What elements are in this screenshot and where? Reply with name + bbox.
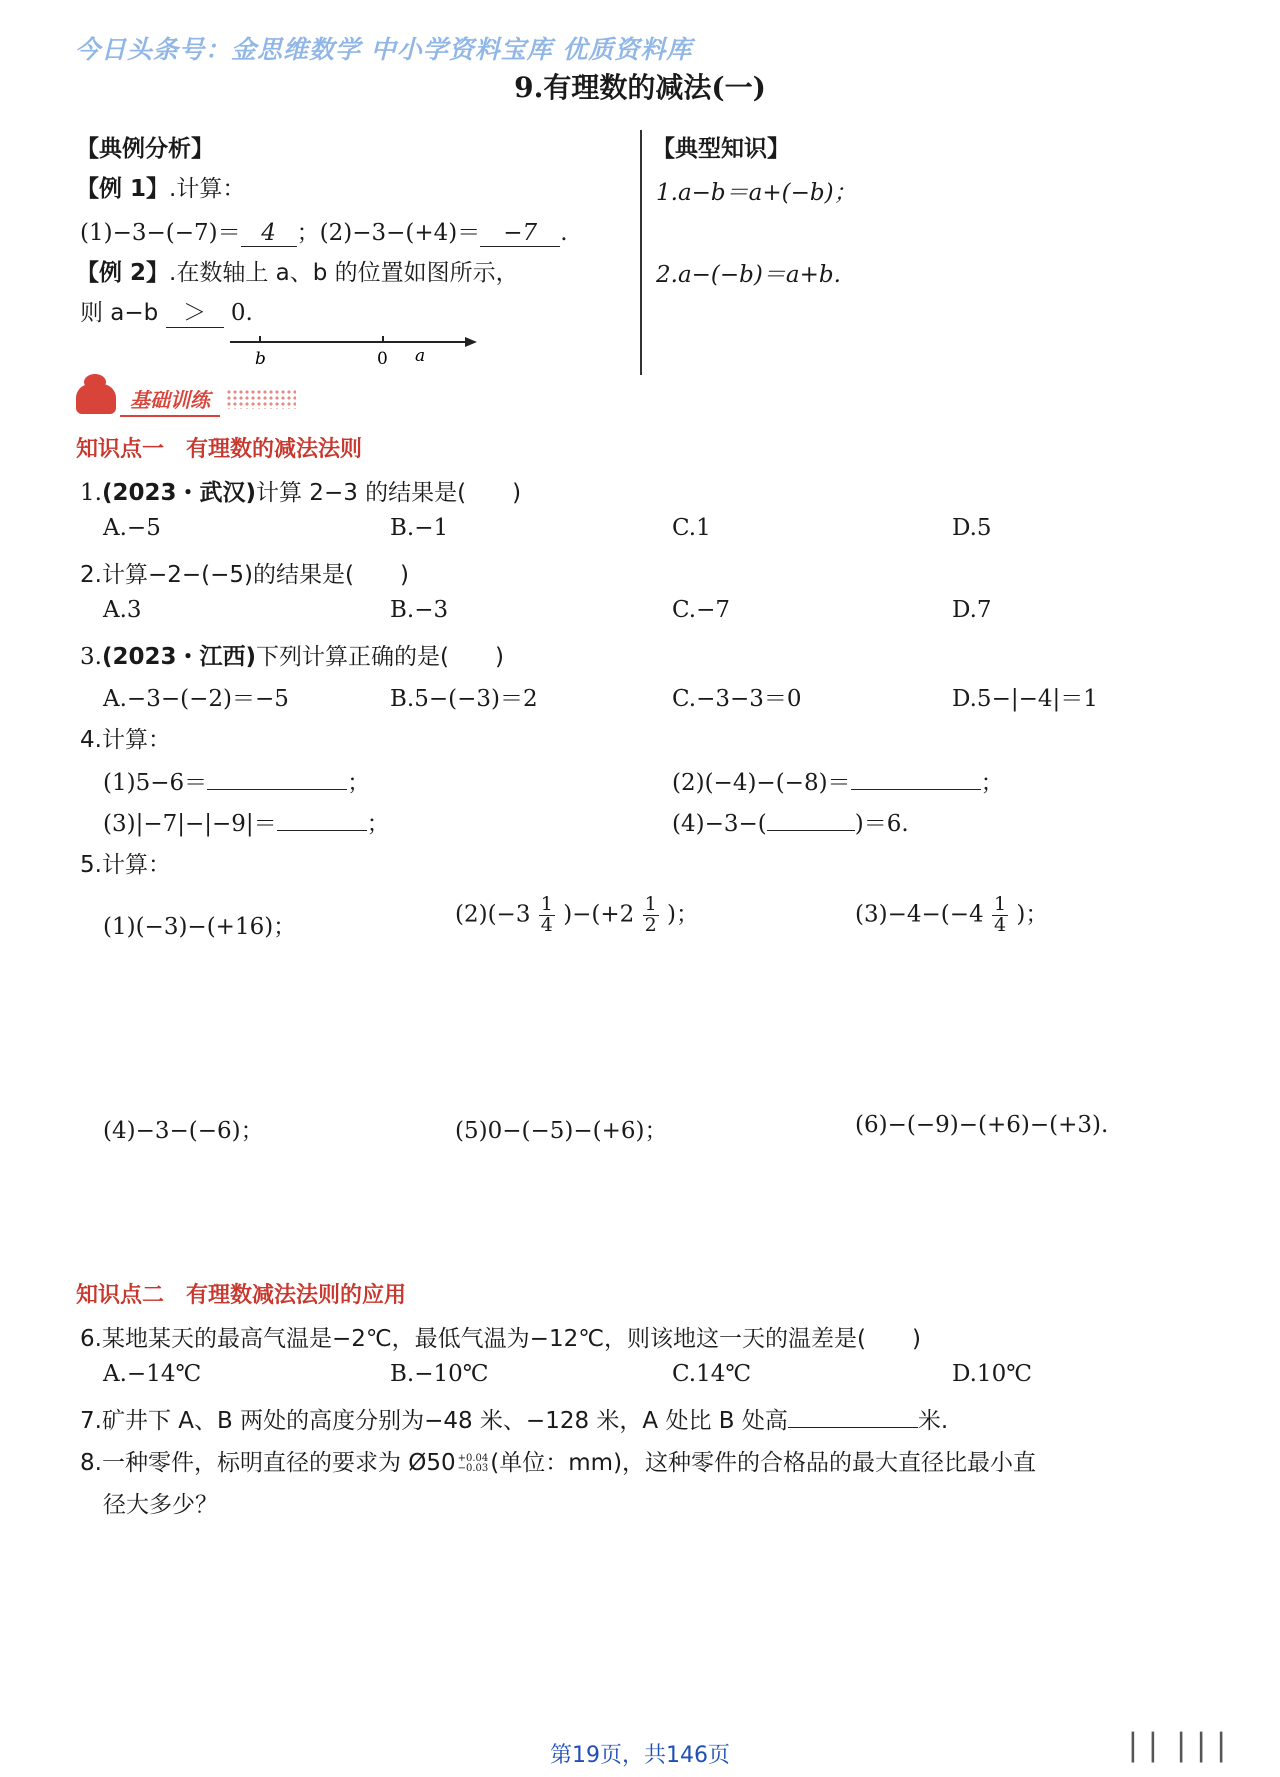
q4-part-2-semicolon: ； [980, 770, 1004, 796]
example-2-expression: 则 a−b [80, 300, 159, 326]
example-1-answer-2: −7 [480, 220, 560, 247]
question-6: 6.某地某天的最高气温是−2℃，最低气温为−12℃，则该地这一天的温差是( ) [80, 1326, 921, 1352]
q6-option-b: B.−10℃ [390, 1361, 489, 1387]
example-1-text: .计算： [169, 176, 246, 202]
q7-blank[interactable] [788, 1427, 918, 1428]
q3-option-b: B.5−(−3)＝2 [390, 686, 538, 712]
q3-stem: 下列计算正确的是( ) [256, 644, 504, 670]
cat-icon [76, 384, 116, 414]
watermark-text: 今日头条号：金思维数学 中小学资料宝库 优质资料库 [75, 35, 693, 64]
basic-training-badge [76, 382, 296, 416]
q5-part-6: (6)−(−9)−(+6)−(+3). [855, 1112, 1109, 1138]
q5-part-3 [855, 895, 1048, 936]
question-8 [80, 1444, 1036, 1477]
q2-option-b: B.−3 [390, 597, 449, 623]
q4-part-4-blank[interactable] [767, 830, 855, 831]
example-1-label: 【例 1】 [76, 176, 170, 202]
knowledge-point-2: 知识点二 有理数减法法则的应用 [76, 1283, 407, 1308]
fraction-one-half [643, 895, 659, 936]
question-5: 5.计算： [80, 852, 171, 878]
page-indicator: 第19页，共146页 [550, 1743, 730, 1768]
knowledge-heading: 【典型知识】 [652, 136, 790, 162]
q8-line-2: 径大多少？ [103, 1492, 218, 1518]
fraction-one-quarter [539, 895, 555, 936]
tolerance-lower: −0.03 [457, 1463, 489, 1474]
example-1-answer-1: 4 [241, 220, 297, 247]
example-2-label: 【例 2】 [76, 260, 170, 286]
q7-text: 7.矿井下 A、B 两处的高度分别为−48 米、−128 米，A 处比 B 处高 [80, 1408, 788, 1434]
badge-label: 基础训练 [120, 382, 220, 417]
q6-option-a: A.−14℃ [103, 1361, 202, 1387]
q3-option-c: C.−3−3＝0 [672, 686, 802, 712]
label-a: a [415, 346, 426, 366]
example-1-parts [80, 214, 568, 247]
q5-part-5: (5)0−(−5)−(+6)； [455, 1118, 668, 1144]
example-1-part-1: (1)−3−(−7)＝ [80, 220, 241, 246]
tolerance-upper: +0.04 [457, 1453, 489, 1464]
q1-source: (2023・武汉) [101, 480, 256, 506]
example-1 [76, 170, 245, 203]
q6-option-d: D.10℃ [952, 1361, 1032, 1387]
question-7 [80, 1402, 948, 1435]
q4-part-4-suffix: )＝6. [854, 811, 909, 837]
question-4: 4.计算： [80, 727, 171, 753]
knowledge-point-1: 知识点一 有理数的减法法则 [76, 437, 363, 462]
fraction-numerator: 1 [993, 893, 1007, 915]
question-1 [80, 474, 521, 507]
q1-stem: 计算 2−3 的结果是( ) [256, 480, 522, 506]
q2-option-a: A.3 [103, 597, 142, 623]
column-divider [640, 130, 642, 375]
example-2-zero: 0. [230, 300, 253, 326]
page-title: 9.有理数的减法(一) [514, 71, 766, 104]
q1-option-a: A.−5 [103, 515, 161, 541]
example-1-end: . [560, 220, 568, 246]
q4-part-1 [103, 764, 370, 797]
q7-unit: 米. [917, 1408, 949, 1434]
fraction-denominator: 4 [993, 913, 1007, 936]
q3-source: (2023・江西) [101, 644, 256, 670]
label-b: b [255, 349, 266, 369]
example-2 [76, 254, 519, 287]
q4-part-3-expression: (3)|−7|−|−9|＝ [103, 811, 277, 837]
q4-part-1-expression: (1)5−6＝ [103, 770, 208, 796]
q6-option-c: C.14℃ [672, 1361, 752, 1387]
q8-text-start: 8.一种零件，标明直径的要求为 Ø50 [80, 1450, 456, 1476]
example-2-text: .在数轴上 a、b 的位置如图所示， [169, 260, 519, 286]
knowledge-rule-2: 2.a−(−b)＝a+b. [656, 262, 841, 288]
q4-part-1-semicolon: ； [347, 770, 371, 796]
example-2-line-2 [80, 294, 253, 328]
q8-text-end: (单位：mm)，这种零件的合格品的最大直径比最小直 [490, 1450, 1037, 1476]
q3-number: 3. [80, 644, 102, 670]
q4-part-1-blank[interactable] [207, 789, 347, 790]
q5-part-1: (1)(−3)−(+16)； [103, 914, 297, 940]
fraction-one-quarter-2 [992, 895, 1008, 936]
q2-option-c: C.−7 [672, 597, 730, 623]
q4-part-2 [672, 764, 1004, 797]
question-3 [80, 638, 504, 671]
q3-option-a: A.−3−(−2)＝−5 [103, 686, 289, 712]
example-heading: 【典例分析】 [76, 136, 214, 162]
tolerance [458, 1454, 489, 1474]
q5-part-2-c: )； [667, 901, 700, 928]
q5-part-4: (4)−3−(−6)； [103, 1118, 264, 1144]
q4-part-4-prefix: (4)−3−( [672, 811, 767, 837]
example-1-part-2: ；(2)−3−(+4)＝ [296, 220, 481, 246]
q4-part-3-semicolon: ； [366, 811, 390, 837]
example-2-answer: ＞ [166, 294, 224, 328]
number-line [225, 332, 485, 372]
fraction-numerator: 1 [644, 893, 657, 915]
q1-number: 1. [80, 480, 102, 506]
q5-part-3-b: )； [1016, 901, 1049, 928]
q1-option-d: D.5 [952, 515, 992, 541]
q2-option-d: D.7 [952, 597, 992, 623]
q4-part-3 [103, 805, 390, 838]
dot-pattern [226, 389, 296, 409]
q4-part-2-expression: (2)(−4)−(−8)＝ [672, 770, 851, 796]
fraction-denominator: 4 [540, 913, 553, 936]
q5-part-2-b: )−(+2 [563, 901, 635, 928]
toolbar-glyphs: ▏▏ ▏▏▏ [1131, 1733, 1240, 1763]
fraction-numerator: 1 [540, 893, 553, 915]
knowledge-rule-1: 1.a−b＝a+(−b)； [656, 180, 857, 206]
q5-part-2 [455, 895, 699, 936]
q5-part-2-a: (2)(−3 [455, 901, 531, 928]
q3-option-d: D.5−|−4|＝1 [952, 686, 1098, 712]
q4-part-4 [672, 805, 909, 838]
q5-part-3-a: (3)−4−(−4 [855, 901, 984, 928]
q4-part-3-blank[interactable] [277, 830, 367, 831]
q4-part-2-blank[interactable] [851, 789, 981, 790]
fraction-denominator: 2 [644, 913, 657, 936]
question-2: 2.计算−2−(−5)的结果是( ) [80, 562, 409, 588]
number-line-arrow-icon [465, 337, 477, 347]
label-0: 0 [377, 349, 388, 369]
q1-option-b: B.−1 [390, 515, 449, 541]
q1-option-c: C.1 [672, 515, 711, 541]
